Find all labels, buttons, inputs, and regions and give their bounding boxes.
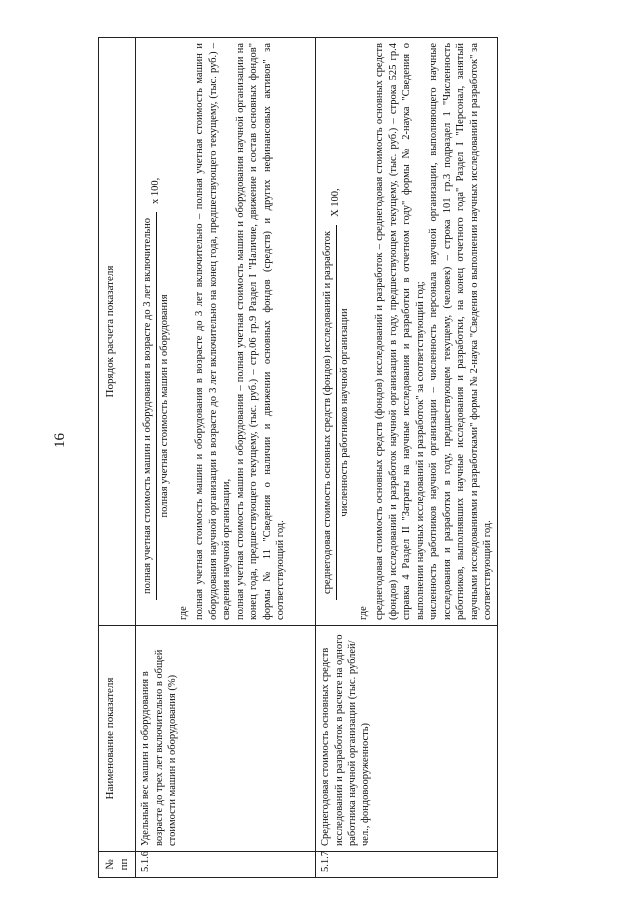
calculation-method	[316, 38, 498, 626]
indicator-name: Удельный вес машин и оборудования в возрасте до трех лет включительно в общей стоимости машин и оборудования (%)	[136, 626, 316, 852]
indicator-name: Среднегодовая стоимость основных средств исследований и разработок в расчете на одного работника научной организации (тыс. рублей/чел., фондовооруженность)	[316, 626, 498, 852]
definition: численность работников научной организации – численность персонала научной организации, выполняющего научные исследования и разработки в году, предшествующем текущему, (человек) – строка 101 гр.3 подраздел 1 "Численность работников, выполнявших научные исследования и разработки, на конец отчетного года" Раздел I "Персонал, занятый научными исследованиями и разработками" формы № 2-наука "Сведения о выполнении научных исследований и разработок" за соответствующий год.	[428, 43, 493, 620]
header-name: Наименование показателя	[99, 626, 136, 852]
definition: среднегодовая стоимость основных средств (фондов) исследований и разработок – среднегодовая стоимость основных средств (фондов) исследований и разработок научной организации в году, предшествующем текущему, (тыс. руб.) – строка 525 гр.4 справка 4 Раздел II "Затраты на научные исследования и разработки в отчетном году" формы № 2-наука "Сведения о выполнении научных исследований и разработок" за соответствующий год;	[374, 43, 426, 620]
rotated-sheet	[98, 38, 568, 878]
calculation-method	[136, 38, 316, 626]
table-row	[316, 38, 498, 878]
where-label: где	[358, 606, 370, 620]
table-row	[136, 38, 316, 878]
formula	[321, 43, 351, 600]
row-number: 5.1.7	[316, 852, 498, 878]
page-number: 16	[52, 433, 68, 448]
definition: полная учетная стоимость машин и оборудования – полная учетная стоимость машин и оборудования научной организации на конец года, предшествующего текущему, (тыс. руб.) – стр.06 гр.9 Раздел I "Наличие, движение и состав основных фондов" формы № 11 "Сведения о наличии и движении основных фондов (средств) и других нефинансовых активов" за соответствующий год.	[234, 43, 287, 620]
row-number: 5.1.6	[136, 852, 316, 878]
where-label: где	[178, 606, 190, 620]
header-row	[99, 38, 136, 878]
header-num: № пп	[99, 852, 136, 878]
formula-numerator: среднегодовая стоимость основных средств (фондов) исследований и разработок	[321, 225, 336, 600]
formula	[141, 43, 171, 600]
formula-multiplier: Х 100,	[330, 188, 342, 217]
header-method: Порядок расчета показателя	[99, 38, 136, 626]
formula-multiplier: х 100,	[150, 177, 162, 204]
formula-denominator: полная учетная стоимость машин и оборудования	[158, 294, 170, 518]
formula-denominator: численность работников научной организации	[338, 308, 350, 517]
formula-numerator: полная учетная стоимость машин и оборудования в возрасте до 3 лет включительно	[141, 212, 156, 600]
indicator-table	[98, 37, 498, 878]
definition: полная учетная стоимость машин и оборудования в возрасте до 3 лет включительно – полная учетная стоимость машин и оборудования научной организации в возрасте до 3 лет включительно на конец года, предшествующего текущему, (тыс. руб.) – сведения научной организации,	[194, 43, 233, 620]
